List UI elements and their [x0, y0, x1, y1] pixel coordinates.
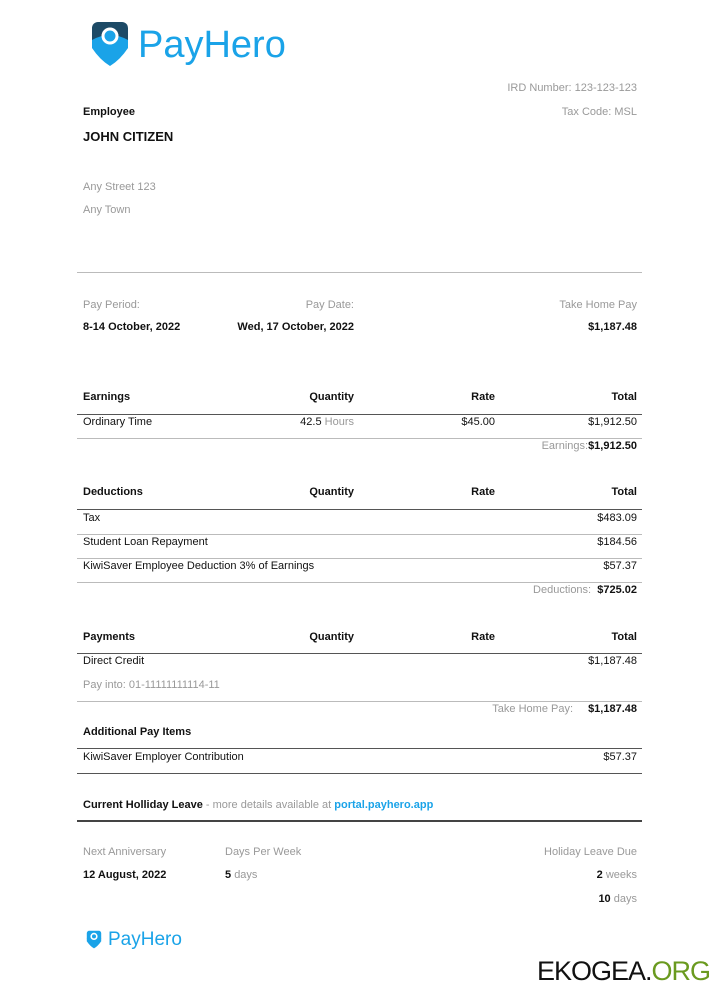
divider	[77, 272, 642, 273]
additional-header: Additional Pay Items	[83, 726, 192, 738]
holiday-title: Current Holliday Leave	[83, 799, 203, 811]
rate-header: Rate	[471, 486, 495, 498]
days-per-week-value	[225, 868, 257, 882]
earning-quantity	[300, 415, 354, 429]
employee-name: JOHN CITIZEN	[83, 129, 174, 144]
divider	[77, 820, 642, 822]
deduction-name: Student Loan Repayment	[83, 536, 208, 548]
payhero-logo-icon	[86, 930, 102, 950]
quantity-header: Quantity	[309, 391, 354, 403]
payment-total: $1,187.48	[588, 655, 637, 667]
pay-period: 8-14 October, 2022	[83, 321, 181, 333]
quantity-header: Quantity	[309, 631, 354, 643]
earning-name: Ordinary Time	[83, 416, 153, 428]
dpw-number: 5	[225, 869, 232, 881]
earnings-header: Earnings	[83, 391, 131, 403]
deduction-name: Tax	[83, 512, 101, 524]
leave-due-days	[598, 892, 637, 906]
payhero-wordmark: PayHero	[138, 24, 286, 66]
divider	[77, 414, 642, 415]
quantity-unit: Hours	[324, 416, 354, 428]
anniversary-label: Next Anniversary	[83, 846, 167, 858]
payments-header: Payments	[83, 631, 135, 643]
additional-item-total: $57.37	[603, 751, 637, 763]
payhero-logo-icon	[90, 22, 130, 68]
pay-date-label: Pay Date:	[305, 299, 354, 311]
tax-code: Tax Code: MSL	[561, 106, 637, 118]
divider	[77, 748, 642, 749]
payment-name: Direct Credit	[83, 655, 145, 667]
ird-number: IRD Number: 123-123-123	[507, 82, 637, 94]
take-home-value: $1,187.48	[588, 321, 637, 333]
summary-label: Deductions:	[533, 584, 592, 596]
holiday-note: - more details available at	[202, 799, 335, 811]
weeks-unit: weeks	[605, 869, 637, 881]
pay-into-account: Pay into: 01-11111111114-11	[83, 679, 220, 691]
payhero-wordmark: PayHero	[108, 929, 182, 950]
summary-value: $725.02	[597, 584, 637, 596]
deductions-header: Deductions	[83, 486, 143, 498]
summary-label: Take Home Pay:	[492, 703, 573, 715]
additional-item-name: KiwiSaver Employer Contribution	[83, 751, 244, 763]
deduction-name: KiwiSaver Employee Deduction 3% of Earnings	[83, 560, 315, 572]
portal-link[interactable]: portal.payhero.app	[334, 799, 434, 811]
dpw-unit: days	[234, 869, 258, 881]
rate-header: Rate	[471, 391, 495, 403]
summary-value: $1,187.48	[588, 703, 637, 715]
deduction-total: $483.09	[597, 512, 637, 524]
summary-value: $1,912.50	[588, 440, 637, 452]
watermark-suffix: ORG	[651, 956, 710, 986]
leave-due-label: Holiday Leave Due	[544, 846, 637, 858]
total-header: Total	[611, 486, 637, 498]
deduction-total: $184.56	[597, 536, 637, 548]
watermark-text: EKOGEA.	[536, 956, 652, 986]
earning-total: $1,912.50	[588, 416, 637, 428]
divider	[77, 653, 642, 654]
anniversary-value: 12 August, 2022	[83, 869, 167, 881]
rate-header: Rate	[471, 631, 495, 643]
days-number: 10	[598, 893, 611, 905]
leave-due-weeks	[597, 868, 637, 882]
pay-date: Wed, 17 October, 2022	[237, 321, 354, 333]
deduction-total: $57.37	[603, 560, 637, 572]
address-line-1: Any Street 123	[83, 181, 156, 193]
total-header: Total	[611, 391, 637, 403]
weeks-number: 2	[596, 869, 603, 881]
watermark	[537, 955, 710, 987]
summary-label: Earnings:	[541, 440, 589, 452]
take-home-label: Take Home Pay	[559, 299, 637, 311]
holiday-header	[83, 798, 433, 812]
divider	[77, 509, 642, 510]
quantity-value: 42.5	[300, 416, 322, 428]
earnings-summary	[542, 439, 637, 453]
divider	[77, 773, 642, 774]
days-per-week-label: Days Per Week	[225, 846, 302, 858]
earning-rate: $45.00	[461, 416, 495, 428]
days-unit: days	[613, 893, 637, 905]
total-header: Total	[611, 631, 637, 643]
employee-label: Employee	[83, 106, 135, 118]
pay-period-label: Pay Period:	[83, 299, 140, 311]
deductions-summary	[533, 583, 637, 597]
quantity-header: Quantity	[309, 486, 354, 498]
address-line-2: Any Town	[83, 204, 131, 216]
